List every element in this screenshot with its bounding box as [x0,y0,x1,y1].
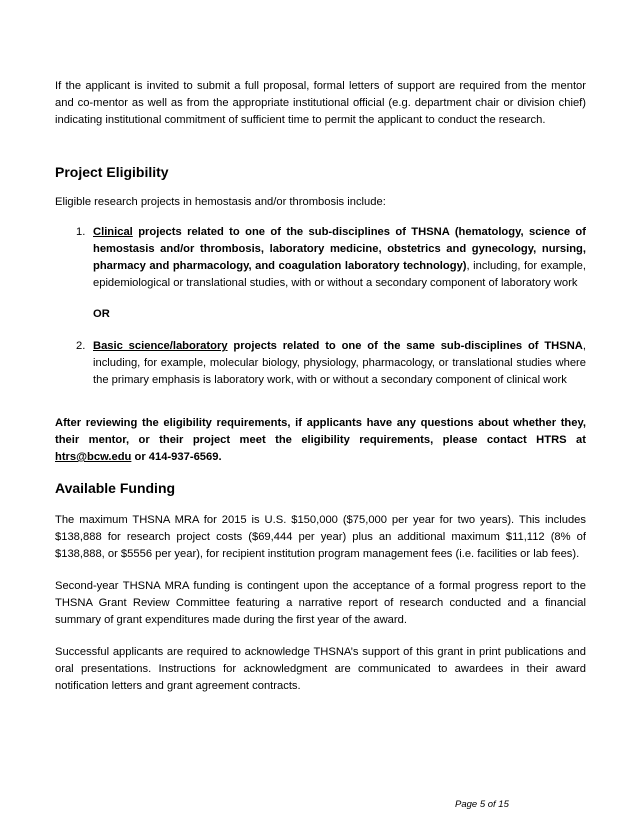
list-number: 2. [76,340,86,352]
contact-phone: or 414-937-6569. [131,451,222,463]
clinical-text: , including, for example, epidemiological or translational studies, with or without a secondary component of laboratory work [93,260,586,289]
list-item-text [93,224,586,292]
eligibility-item-basic-science [55,338,586,389]
available-funding-heading: Available Funding [55,480,176,496]
funding-paragraph-3: Successful applicants are required to acknowledge THSNA’s support of this grant in print publications and oral presentations. Instructions for acknowledgment are communicated to awardees in their award notification letters and grant agreement contracts. [55,646,586,692]
list-number: 1. [76,226,86,238]
basic-science-term: Basic science/laboratory [93,340,228,352]
contact-paragraph [55,415,586,466]
eligibility-item-clinical [55,224,586,292]
clinical-term: Clinical [93,226,133,238]
funding-paragraph-2: Second-year THSNA MRA funding is contingent upon the acceptance of a formal progress report to the THSNA Grant Review Committee featuring a narrative report of research conducted and a financial summary of grant expenditures made during the first year of the award. [55,580,586,626]
project-eligibility-heading: Project Eligibility [55,164,169,180]
contact-text: After reviewing the eligibility requirements, if applicants have any questions about whether they, their mentor, or their project meet the eligibility requirements, please contact HTRS at [55,417,586,446]
clinical-bold-text: projects related to one of the sub-disciplines of THSNA (hematology, science of hemostasis and/or thrombosis, laboratory medicine, obstetrics and gynecology, nursing, pharmacy and pharmacology, and coagulation laboratory technology) [93,226,586,272]
funding-paragraph-1: The maximum THSNA MRA for 2015 is U.S. $150,000 ($75,000 per year for two years). This includes $138,888 for research project costs ($69,444 per year) plus an additional maximum $11,112 (8% of $138,888, or $5556 per year), for recipient institution program management fees (i.e. facilities or lab fees). [55,514,586,560]
basic-science-bold-text: projects related to one of the same sub-disciplines of THSNA [227,340,583,352]
list-item-text [93,338,586,389]
eligibility-list [55,224,586,389]
or-separator: OR [93,308,110,320]
basic-science-text: , including, for example, molecular biology, physiology, pharmacology, or translational studies where the primary emphasis is laboratory work, with or without a secondary component of clinical work [93,340,586,386]
document-page [55,78,586,695]
eligibility-intro: Eligible research projects in hemostasis and/or thrombosis include: [55,196,386,208]
page-number: Page 5 of 15 [455,799,509,810]
contact-email-link[interactable]: htrs@bcw.edu [55,451,132,463]
intro-paragraph: If the applicant is invited to submit a full proposal, formal letters of support are required from the mentor and co-mentor as well as from the appropriate institutional official (e.g. department chair or division chief) indicating institutional commitment of sufficient time to permit the applicant to conduct the research. [55,80,586,126]
